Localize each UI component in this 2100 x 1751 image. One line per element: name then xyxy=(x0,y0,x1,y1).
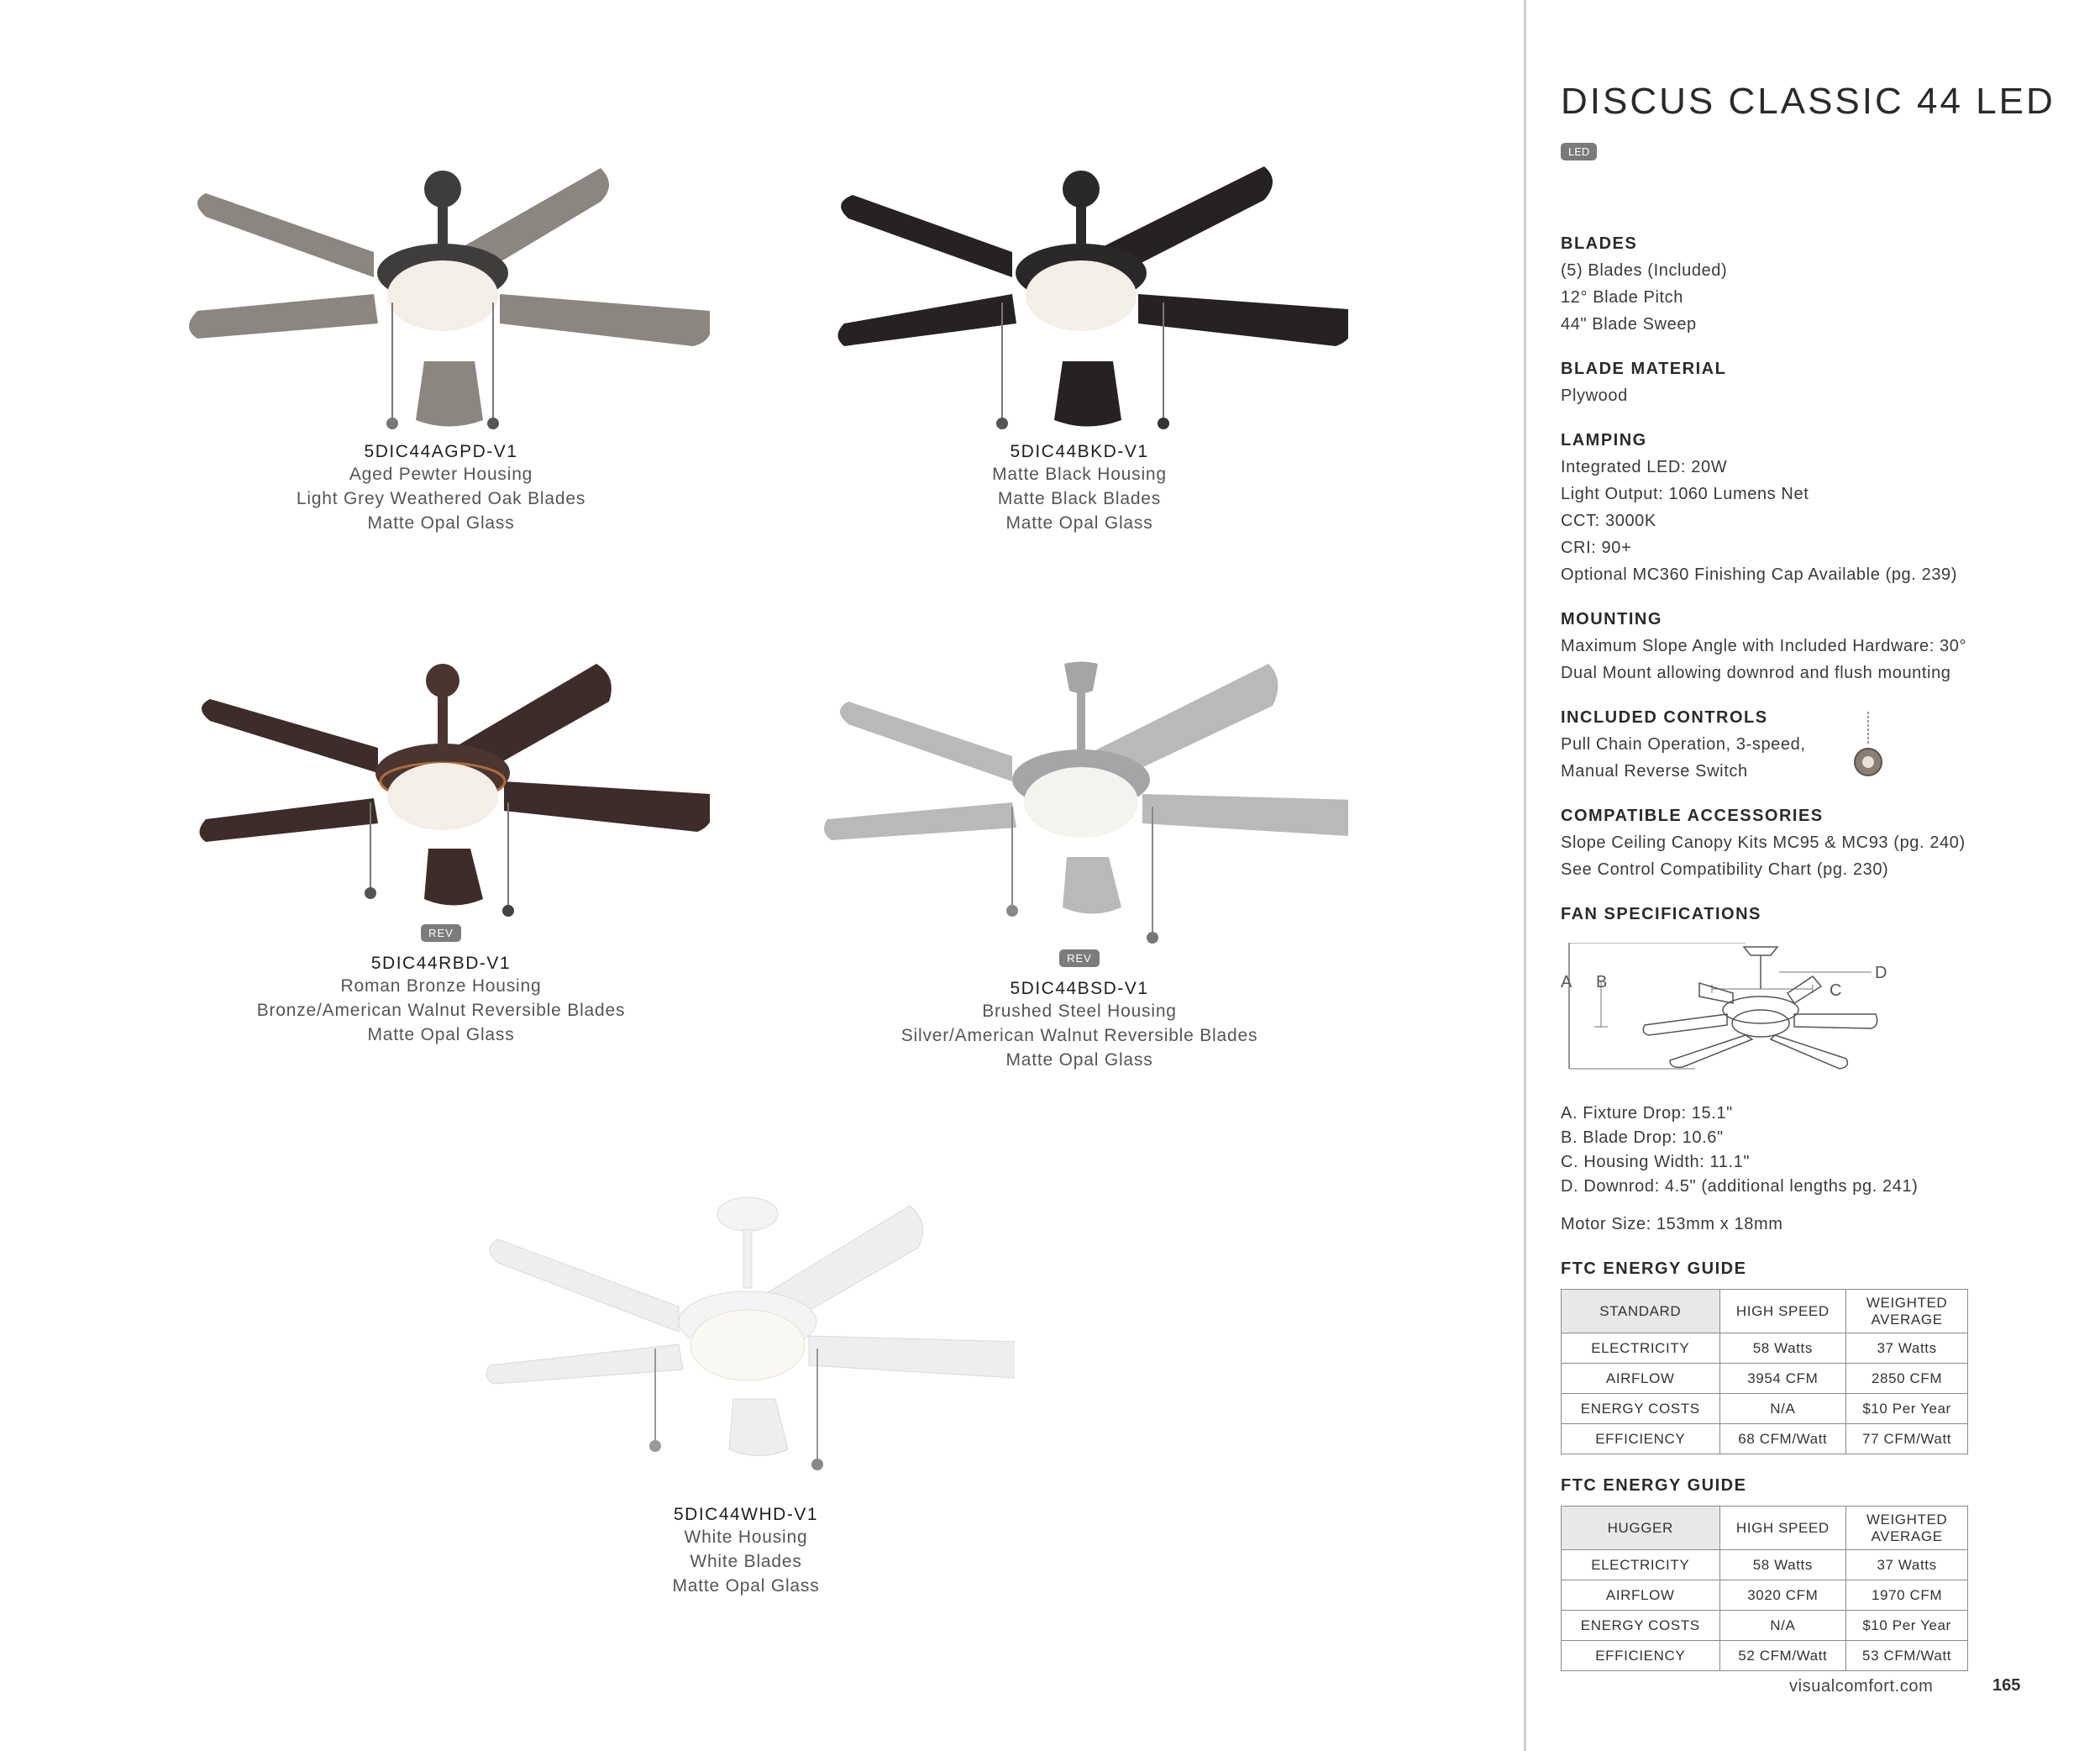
footer-url: visualcomfort.com xyxy=(1789,1677,1934,1696)
page-number: 165 xyxy=(1992,1676,2021,1695)
pull-chain-icon xyxy=(1006,905,1018,917)
spec-included-controls xyxy=(1561,708,2065,785)
header-text: AVERAGE xyxy=(1871,1311,1943,1328)
spec-line: Dual Mount allowing downrod and flush mounting xyxy=(1561,664,1951,682)
table-cell: ELECTRICITY xyxy=(1562,1550,1720,1580)
product-card xyxy=(172,151,710,535)
section-title: BLADES xyxy=(1561,234,1638,253)
pull-chain-icon xyxy=(811,1459,823,1470)
product-sku: 5DIC44BKD-V1 xyxy=(1010,442,1149,461)
page-title: DISCUS CLASSIC 44 LED xyxy=(1561,81,2055,122)
spec-line: Light Output: 1060 Lumens Net xyxy=(1561,485,1809,503)
spec-line: Manual Reverse Switch xyxy=(1561,762,1748,781)
product-glass: Matte Opal Glass xyxy=(1005,513,1153,533)
table-cell: 3020 CFM xyxy=(1719,1580,1846,1611)
dimension-line: D. Downrod: 4.5" (additional lengths pg. 241) xyxy=(1561,1177,1919,1196)
canopy xyxy=(1064,662,1098,694)
downrod xyxy=(1077,691,1085,749)
ceiling-fan-image xyxy=(477,1189,1015,1500)
ceiling-fan-image xyxy=(172,151,710,437)
ceiling-fan-image xyxy=(811,655,1348,949)
table-cell: 58 Watts xyxy=(1719,1333,1846,1364)
energy-table xyxy=(1561,1506,1968,1671)
table-cell: AIRFLOW xyxy=(1562,1364,1720,1394)
table-row xyxy=(1562,1394,1968,1424)
page-divider xyxy=(1524,0,1526,1751)
canopy xyxy=(426,664,459,697)
rev-badge: REV xyxy=(421,924,461,942)
table-row xyxy=(1562,1580,1968,1611)
table-header: HUGGER xyxy=(1562,1506,1720,1550)
downrod xyxy=(1076,202,1086,244)
dimension-line: A. Fixture Drop: 15.1" xyxy=(1561,1104,1733,1123)
product-card xyxy=(811,151,1348,535)
spec-line: Integrated LED: 20W xyxy=(1561,458,1728,476)
spec-line: (5) Blades (Included) xyxy=(1561,261,1728,280)
product-housing: Brushed Steel Housing xyxy=(982,1002,1177,1021)
table-cell: 68 CFM/Watt xyxy=(1719,1424,1846,1454)
ceiling-fan-image xyxy=(172,655,710,924)
spec-line: CRI: 90+ xyxy=(1561,539,1632,557)
pull-chain-icon xyxy=(1158,418,1169,429)
dimension-line: B. Blade Drop: 10.6" xyxy=(1561,1128,1724,1147)
pull-chain-icon xyxy=(487,418,499,429)
ftc-energy-guide-standard xyxy=(1561,1259,2065,1454)
table-row xyxy=(1562,1424,1968,1454)
product-housing: Aged Pewter Housing xyxy=(349,465,533,484)
spec-mounting xyxy=(1561,610,2065,686)
dim-label-b: B xyxy=(1596,973,1608,991)
product-sku: 5DIC44BSD-V1 xyxy=(1010,979,1149,998)
table-cell: N/A xyxy=(1719,1394,1846,1424)
dim-label-d: D xyxy=(1875,964,1887,982)
product-card xyxy=(811,655,1348,1072)
downrod xyxy=(743,1229,752,1288)
table-header xyxy=(1846,1506,1968,1550)
product-blades: White Blades xyxy=(690,1552,802,1571)
section-title: FTC ENERGY GUIDE xyxy=(1561,1476,1747,1495)
spec-line: CCT: 3000K xyxy=(1561,512,1656,530)
light-globe xyxy=(387,260,498,331)
downrod xyxy=(438,693,448,744)
light-globe xyxy=(1024,767,1138,838)
table-header xyxy=(1846,1290,1968,1333)
product-housing: Matte Black Housing xyxy=(992,465,1167,484)
product-glass: Matte Opal Glass xyxy=(672,1576,820,1596)
product-sku: 5DIC44AGPD-V1 xyxy=(364,442,518,461)
section-title: COMPATIBLE ACCESSORIES xyxy=(1561,807,1824,825)
product-sku: 5DIC44RBD-V1 xyxy=(370,954,512,973)
table-cell: N/A xyxy=(1719,1611,1846,1641)
header-text: AVERAGE xyxy=(1871,1528,1943,1544)
product-blades: Matte Black Blades xyxy=(997,489,1162,508)
header-text: WEIGHTED xyxy=(1866,1511,1948,1528)
ftc-energy-guide-hugger xyxy=(1561,1476,2065,1671)
product-housing: White Housing xyxy=(684,1528,808,1547)
table-row xyxy=(1562,1641,1968,1671)
spec-line: 44" Blade Sweep xyxy=(1561,315,1697,334)
table-row xyxy=(1562,1333,1968,1364)
dimension-list xyxy=(1561,1102,2065,1199)
product-blades: Silver/American Walnut Reversible Blades xyxy=(900,1026,1258,1045)
pull-chain-icon xyxy=(386,418,398,429)
table-row xyxy=(1562,1611,1968,1641)
table-header: STANDARD xyxy=(1562,1290,1720,1333)
table-cell: $10 Per Year xyxy=(1846,1394,1968,1424)
table-header: HIGH SPEED xyxy=(1719,1506,1846,1550)
header-text: WEIGHTED xyxy=(1866,1294,1948,1311)
spec-blades xyxy=(1561,234,2065,338)
product-sku: 5DIC44WHD-V1 xyxy=(673,1505,819,1524)
dim-label-c: C xyxy=(1830,981,1842,1000)
table-cell: EFFICIENCY xyxy=(1562,1424,1720,1454)
motor-size: Motor Size: 153mm x 18mm xyxy=(1561,1215,1783,1233)
downrod xyxy=(438,202,448,244)
light-globe xyxy=(1026,260,1137,331)
table-cell: 77 CFM/Watt xyxy=(1846,1424,1968,1454)
pull-chain-icon xyxy=(996,418,1008,429)
product-blades: Light Grey Weathered Oak Blades xyxy=(296,489,586,508)
table-cell: 37 Watts xyxy=(1846,1333,1968,1364)
spec-line: Slope Ceiling Canopy Kits MC95 & MC93 (pg. 240) xyxy=(1561,833,1966,852)
table-cell: 37 Watts xyxy=(1846,1550,1968,1580)
section-title: FTC ENERGY GUIDE xyxy=(1561,1259,1747,1278)
pull-chain-icon xyxy=(365,887,376,899)
product-glass: Matte Opal Glass xyxy=(367,1025,515,1044)
ceiling-fan-image xyxy=(811,151,1348,437)
spec-blade-material xyxy=(1561,360,2065,409)
pull-chain-icon xyxy=(502,905,514,917)
spec-line: Maximum Slope Angle with Included Hardware: 30° xyxy=(1561,637,1967,655)
spec-compatible-accessories xyxy=(1561,807,2065,883)
table-cell: ENERGY COSTS xyxy=(1562,1611,1720,1641)
section-title: BLADE MATERIAL xyxy=(1561,360,1727,378)
spec-panel xyxy=(1561,81,2065,1671)
rev-badge: REV xyxy=(1059,949,1100,967)
spec-lamping xyxy=(1561,431,2065,588)
dimension-line: C. Housing Width: 11.1" xyxy=(1561,1153,1751,1171)
table-row xyxy=(1562,1550,1968,1580)
table-cell: 58 Watts xyxy=(1719,1550,1846,1580)
table-cell: 3954 CFM xyxy=(1719,1364,1846,1394)
spec-line: Pull Chain Operation, 3-speed, xyxy=(1561,735,1806,754)
section-title: FAN SPECIFICATIONS xyxy=(1561,905,1761,923)
spec-line: 12° Blade Pitch xyxy=(1561,288,1683,307)
table-cell: AIRFLOW xyxy=(1562,1580,1720,1611)
section-title: LAMPING xyxy=(1561,431,1647,450)
spec-line: See Control Compatibility Chart (pg. 230) xyxy=(1561,860,1889,879)
light-globe xyxy=(387,763,498,830)
product-housing: Roman Bronze Housing xyxy=(340,976,542,996)
product-card xyxy=(477,1189,1015,1598)
table-cell: ENERGY COSTS xyxy=(1562,1394,1720,1424)
spec-fan-specifications xyxy=(1561,905,2065,1238)
table-row xyxy=(1562,1364,1968,1394)
product-card xyxy=(172,655,710,1047)
table-cell: EFFICIENCY xyxy=(1562,1641,1720,1671)
product-glass: Matte Opal Glass xyxy=(367,513,515,533)
fan-dimension-diagram xyxy=(1561,943,1897,1086)
pull-chain-icon xyxy=(1851,712,1885,787)
spec-line: Plywood xyxy=(1561,386,1628,405)
table-header: HIGH SPEED xyxy=(1719,1290,1846,1333)
pull-chain-icon xyxy=(1147,932,1158,944)
table-cell: $10 Per Year xyxy=(1846,1611,1968,1641)
light-globe xyxy=(690,1310,805,1380)
led-badge: LED xyxy=(1561,143,1597,160)
table-cell: 2850 CFM xyxy=(1846,1364,1968,1394)
energy-table xyxy=(1561,1289,1968,1454)
spec-line: Optional MC360 Finishing Cap Available (pg. 239) xyxy=(1561,565,1958,584)
pull-chain-icon xyxy=(649,1440,661,1452)
section-title: MOUNTING xyxy=(1561,610,1662,628)
table-cell: 52 CFM/Watt xyxy=(1719,1641,1846,1671)
product-blades: Bronze/American Walnut Reversible Blades xyxy=(256,1001,626,1020)
canopy xyxy=(717,1197,778,1231)
table-cell: ELECTRICITY xyxy=(1562,1333,1720,1364)
section-title: INCLUDED CONTROLS xyxy=(1561,708,1768,727)
table-cell: 1970 CFM xyxy=(1846,1580,1968,1611)
product-glass: Matte Opal Glass xyxy=(1005,1050,1153,1070)
table-cell: 53 CFM/Watt xyxy=(1846,1641,1968,1671)
dim-label-a: A xyxy=(1561,973,1572,991)
